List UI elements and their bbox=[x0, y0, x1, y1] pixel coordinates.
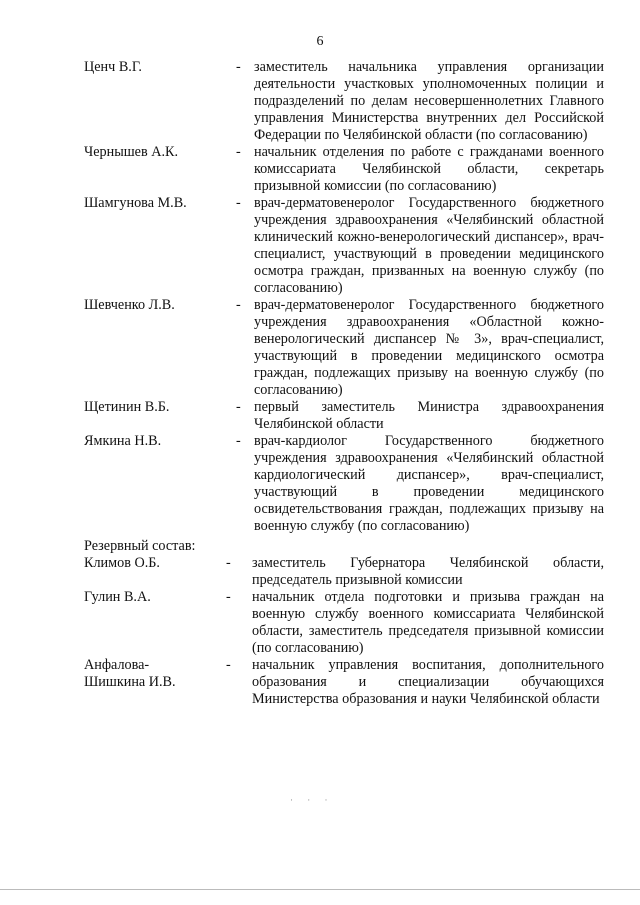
dash: - bbox=[236, 144, 241, 160]
member-position: заместитель Губернатора Челябинской области, председатель призывной комиссии bbox=[252, 555, 604, 588]
list-item bbox=[84, 297, 604, 399]
dash: - bbox=[236, 297, 241, 313]
dash: - bbox=[236, 59, 241, 75]
reserve-heading: Резервный состав: bbox=[84, 538, 196, 554]
member-name: Ценч В.Г. bbox=[84, 59, 142, 75]
scan-marks: · · · bbox=[290, 795, 334, 805]
list-item bbox=[84, 589, 604, 657]
member-position: врач-кардиолог Государственного бюджетного учреждения здравоохранения «Челябинский областной кардиологический диспансер», врач-специалист, участвующий в проведении медицинского освидетельствования граждан, подлежащих призыву на военную службу (по согласованию) bbox=[254, 433, 604, 534]
member-name: Шамгунова М.В. bbox=[84, 195, 187, 211]
member-position: начальник управления воспитания, дополнительного образования и специализации обучающихся Министерства образования и науки Челябинской области bbox=[252, 657, 604, 707]
dash: - bbox=[236, 195, 241, 211]
member-name: Ямкина Н.В. bbox=[84, 433, 162, 449]
member-name bbox=[84, 657, 226, 691]
member-position: начальник отдела подготовки и призыва граждан на военную службу военного комиссариата Челябинской области, заместитель председателя призывной комиссии (по согласованию) bbox=[252, 589, 604, 656]
dash: - bbox=[226, 555, 231, 571]
list-item bbox=[84, 555, 604, 589]
dash: - bbox=[226, 657, 231, 673]
dash: - bbox=[226, 589, 231, 605]
member-position: первый заместитель Министра здравоохранения Челябинской области bbox=[254, 399, 604, 432]
list-item bbox=[84, 399, 604, 433]
member-position: врач-дерматовенеролог Государственного бюджетного учреждения здравоохранения «Областной кожно-венерологический диспансер № 3», врач-специалист, участвующий в проведении медицинского осмотра граждан, подлежащих призыву на военную службу (по согласованию) bbox=[254, 297, 604, 398]
member-name: Шевченко Л.В. bbox=[84, 297, 175, 313]
dash: - bbox=[236, 399, 241, 415]
dash: - bbox=[236, 433, 241, 449]
list-item bbox=[84, 657, 604, 708]
member-name: Чернышев А.К. bbox=[84, 144, 179, 160]
member-name: Щетинин В.Б. bbox=[84, 399, 170, 415]
member-position: заместитель начальника управления организации деятельности участковых уполномоченных полиции и подразделений по делам несовершеннолетних Главного управления Министерства внутренних дел Российской Федерации по Челябинской области (по согласованию) bbox=[254, 59, 604, 143]
member-name: Гулин В.А. bbox=[84, 589, 151, 605]
commission-list bbox=[84, 59, 604, 708]
member-name: Климов О.Б. bbox=[84, 555, 160, 571]
member-position: врач-дерматовенеролог Государственного бюджетного учреждения здравоохранения «Челябинский областной клинический кожно-венерологический диспансер», врач-специалист, участвующий в проведении медицинского осмотра граждан, призванных на военную службу (по согласованию) bbox=[254, 195, 604, 296]
list-item bbox=[84, 195, 604, 297]
list-item bbox=[84, 144, 604, 195]
page-number: 6 bbox=[316, 34, 324, 49]
member-position: начальник отделения по работе с гражданами военного комиссариата Челябинской области, секретарь призывной комиссии (по согласованию) bbox=[254, 144, 604, 194]
list-item bbox=[84, 59, 604, 144]
list-item bbox=[84, 433, 604, 535]
bottom-rule bbox=[0, 889, 640, 890]
member-name-line2: Шишкина И.В. bbox=[84, 674, 176, 690]
member-name-line1: Анфалова- bbox=[84, 657, 150, 673]
